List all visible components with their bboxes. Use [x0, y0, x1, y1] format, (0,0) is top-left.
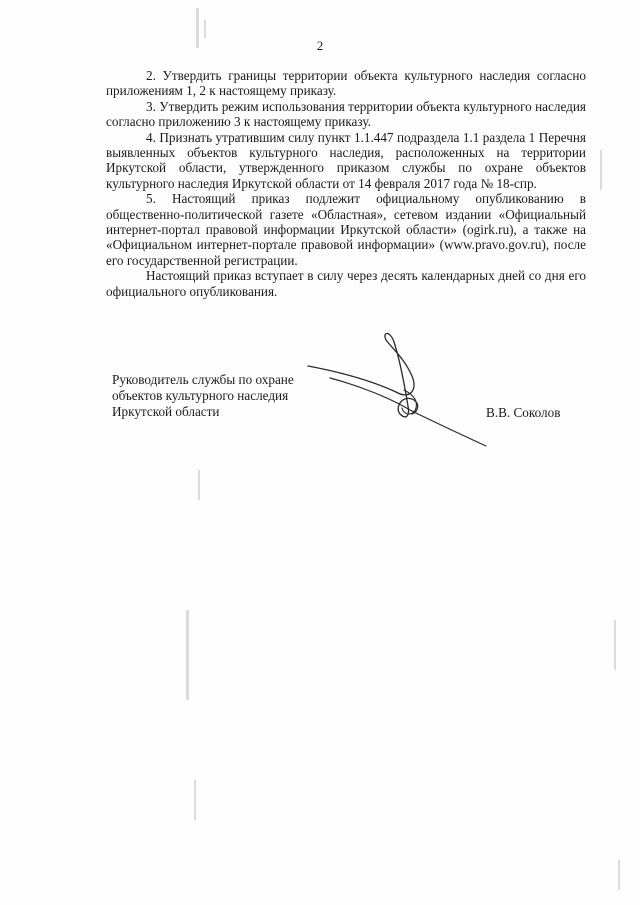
scan-artifact [600, 150, 602, 190]
position-line: Иркутской области [112, 404, 220, 419]
signature-icon [300, 320, 490, 450]
scan-artifact [618, 860, 620, 890]
paragraph-publication: 5. Настоящий приказ подлежит официальному опубликованию в общественно-политической газете «Областная», сетевом издании «Официальный интернет-портал правовой информации Иркутской области» (ogirk.ru), а также на «Официальном интернет-портале правовой информации» (www.pravo.gov.ru), после его государственной регистрации. [106, 191, 586, 268]
paragraph-invalidate-item: 4. Признать утратившим силу пункт 1.1.447 подраздела 1.1 раздела 1 Перечня выявленных объектов культурного наследия, расположенных на территории Иркутской области, утвержденного приказом службы по охране объектов культурного наследия Иркутской области от 14 февраля 2017 года № 18-спр. [106, 129, 586, 191]
paragraph-approve-regime: 3. Утвердить режим использования территории объекта культурного наследия согласно приложению 3 к настоящему приказу. [106, 98, 586, 130]
scan-artifact [194, 780, 196, 820]
document-body [106, 68, 586, 299]
scan-artifact [198, 470, 200, 500]
page-number: 2 [316, 38, 324, 53]
paragraph-approve-boundaries: 2. Утвердить границы территории объекта культурного наследия согласно приложениям 1, 2 к настоящему приказу. [106, 68, 586, 99]
signatory-position [112, 372, 332, 420]
signer-name: В.В. Соколов [486, 405, 561, 420]
position-line: Руководитель службы по охране [112, 372, 294, 387]
scan-artifact [204, 20, 206, 38]
scan-artifact [614, 620, 616, 670]
position-line: объектов культурного наследия [112, 388, 289, 403]
scan-artifact [186, 610, 189, 700]
paragraph-entry-into-force: Настоящий приказ вступает в силу через десять календарных дней со дня его официального опубликования. [106, 268, 586, 299]
